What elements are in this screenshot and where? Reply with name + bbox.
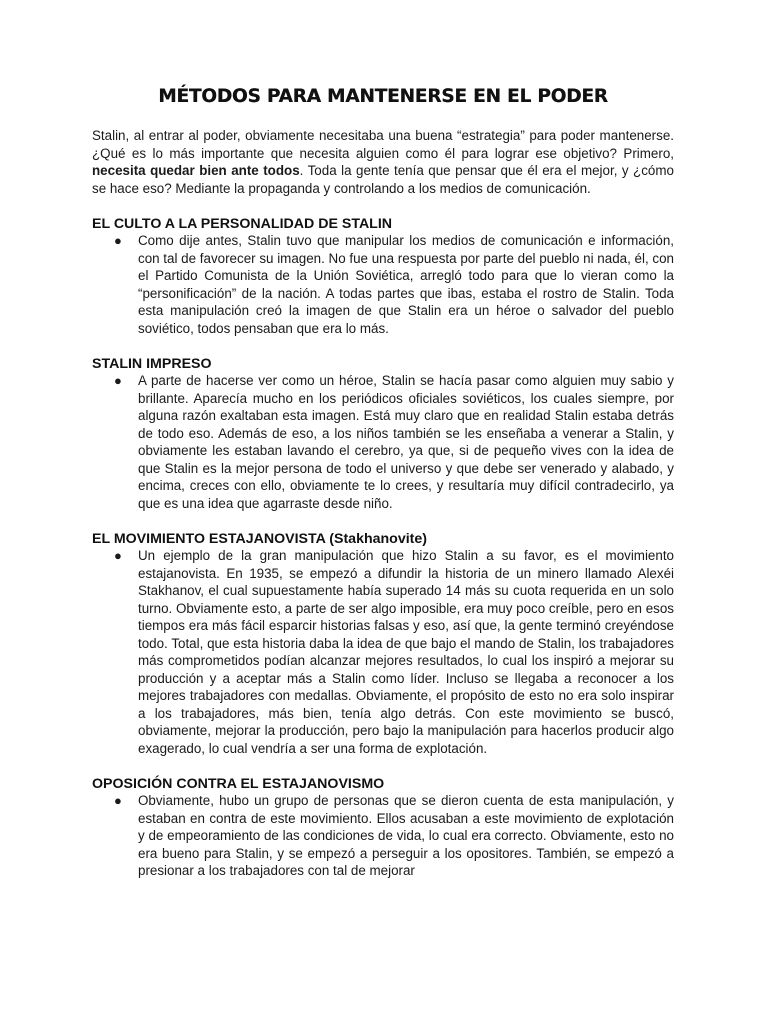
section-oposicion-estajanovismo xyxy=(92,776,674,880)
section-heading: OPOSICIÓN CONTRA EL ESTAJANOVISMO xyxy=(92,776,385,792)
section-culto-personalidad xyxy=(92,216,674,337)
document-title: MÉTODOS PARA MANTENERSE EN EL PODER xyxy=(158,86,608,107)
bullet-list xyxy=(92,547,674,757)
bullet-item xyxy=(92,232,674,337)
bullet-text: Un ejemplo de la gran manipulación que hizo Stalin a su favor, es el movimiento estajanovista. En 1935, se empezó a difundir la historia de un minero llamado Alexéi Stakhanov, el cual supuestamente había superado 14 más su cuota requerida en un solo turno. Obviamente esto, a parte de ser algo imposible, era muy poco creíble, pero en esos tiempos era más fácil esparcir historias falsas y eso, así que, la gente terminó creyéndose todo. Total, que esta historia daba la idea de que bajo el mando de Stalin, los trabajadores más comprometidos podían alcanzar mejores resultados, lo cual los inspiró a mejorar su producción y a aceptar más a Stalin como líder. Incluso se llegaba a reconocer a los mejores trabajadores con medallas. Obviamente, el propósito de esto no era solo inspirar a los trabajadores, más bien, tenía algo detrás. Con este movimiento se buscó, obviamente, mejorar la producción, pero bajo la manipulación para hacerlos producir algo exagerado, lo cual vendría a ser una forma de explotación. xyxy=(138,548,674,756)
intro-text-start: Stalin, al entrar al poder, obviamente necesitaba una buena “estrategia” para poder mantenerse. ¿Qué es lo más importante que necesita alguien como él para lograr ese objetivo? Primero, xyxy=(92,128,674,161)
section-movimiento-estajanovista xyxy=(92,531,674,757)
bullet-text: Como dije antes, Stalin tuvo que manipular los medios de comunicación e información, con tal de favorecer su imagen. No fue una respuesta por parte del pueblo ni nada, él, con el Partido Comunista de la Unión Soviética, arregló todo para que lo vieran como la “personificación” de la nación. A todas partes que ibas, estaba el rostro de Stalin. Toda esta manipulación creó la imagen de que Stalin era un héroe o salvador del pueblo soviético, todos pensaban que era lo más. xyxy=(138,233,674,336)
bullet-list xyxy=(92,372,674,512)
section-heading: EL MOVIMIENTO ESTAJANOVISTA (Stakhanovite) xyxy=(92,531,428,547)
bullet-item xyxy=(92,372,674,512)
section-stalin-impreso xyxy=(92,356,674,512)
section-heading: STALIN IMPRESO xyxy=(92,356,212,372)
bullet-text: A parte de hacerse ver como un héroe, Stalin se hacía pasar como alguien muy sabio y brillante. Aparecía mucho en los periódicos oficiales soviéticos, los cuales siempre, por alguna razón exaltaban esta imagen. Está muy claro que en realidad Stalin estaba detrás de todo eso. Además de eso, a los niños también se les enseñaba a venerar a Stalin, y obviamente les estaban lavando el cerebro, ya que, si de pequeño vives con la idea de que Stalin es la mejor persona de todo el universo y que debe ser venerado y alabado, y encima, creces con ello, obviamente te lo crees, y resultaría muy difícil contradecirlo, ya que es una idea que agarraste desde niño. xyxy=(138,373,674,511)
bullet-text: Obviamente, hubo un grupo de personas que se dieron cuenta de esta manipulación, y estaban en contra de este movimiento. Ellos acusaban a este movimiento de explotación y de empeoramiento de las condiciones de vida, lo cual era correcto. Obviamente, esto no era bueno para Stalin, y se empezó a perseguir a los opositores. También, se empezó a presionar a los trabajadores con tal de mejorar xyxy=(138,793,674,878)
bullet-icon: ● xyxy=(114,373,122,388)
bullet-item xyxy=(92,792,674,880)
bullet-icon: ● xyxy=(114,233,122,248)
bullet-icon: ● xyxy=(114,793,122,808)
section-heading: EL CULTO A LA PERSONALIDAD DE STALIN xyxy=(92,216,393,232)
intro-text-end: . Toda la gente tenía que pensar que él era el mejor, y ¿cómo se hace eso? Mediante la propaganda y controlando a los medios de comunicación. xyxy=(92,163,674,196)
bullet-list xyxy=(92,792,674,880)
intro-bold-text: necesita quedar bien ante todos xyxy=(92,163,300,178)
intro-paragraph xyxy=(92,127,674,197)
bullet-item xyxy=(92,547,674,757)
bullet-list xyxy=(92,232,674,337)
bullet-icon: ● xyxy=(114,548,122,563)
document-page xyxy=(92,86,674,880)
